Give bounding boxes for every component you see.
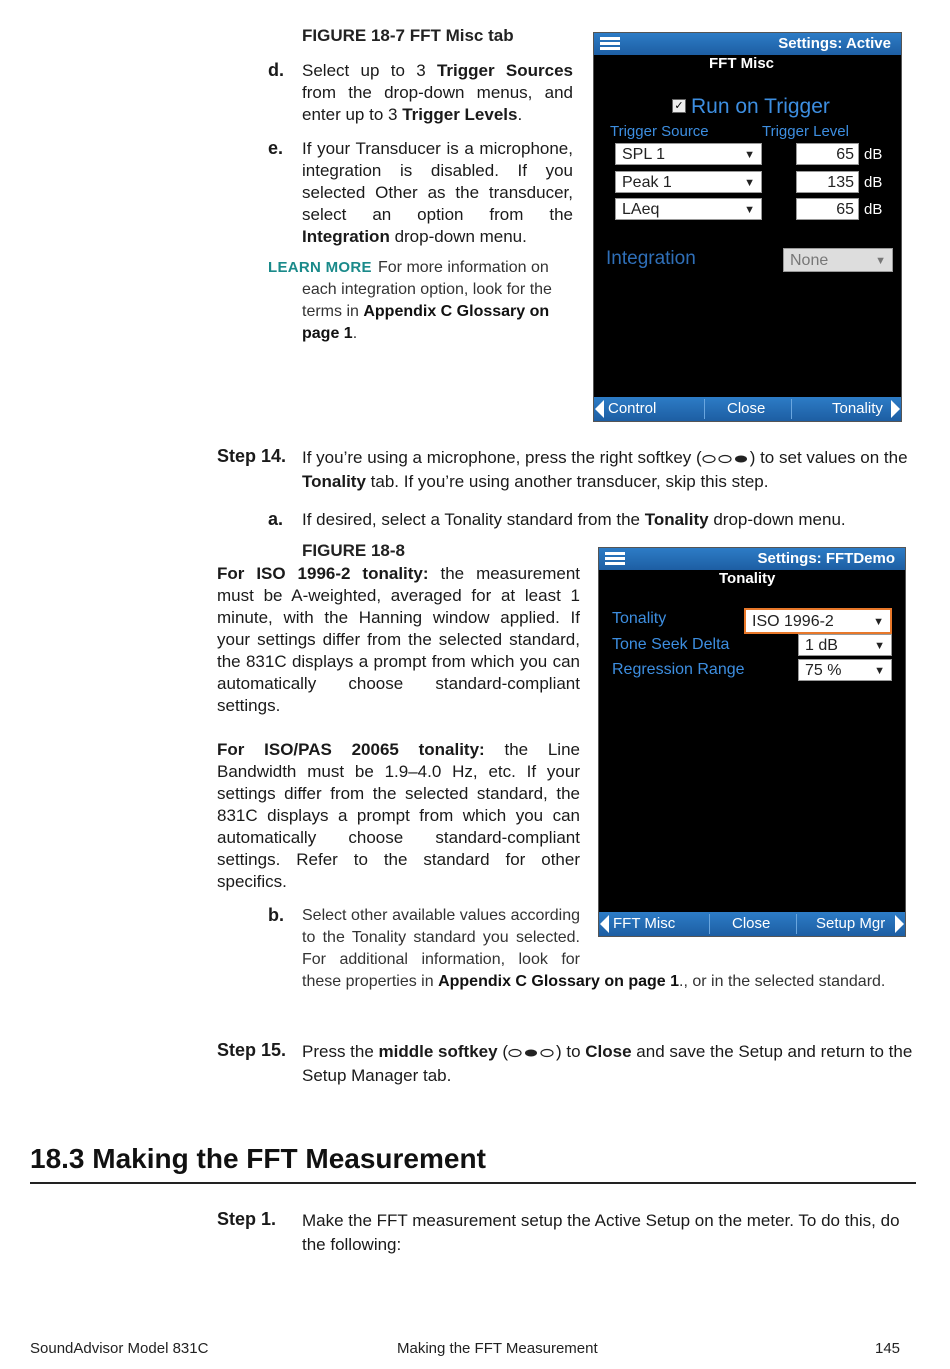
softkey-middle[interactable]: Close (727, 400, 766, 417)
chevron-down-icon: ▼ (874, 640, 885, 652)
integration-label: Integration (606, 248, 696, 269)
softkey-left[interactable]: Control (608, 400, 657, 417)
chevron-down-icon: ▼ (744, 177, 755, 189)
list-letter: a. (268, 509, 284, 529)
learn-more-label: LEARN MORE (268, 259, 372, 276)
integration-dropdown[interactable]: None ▼ (783, 248, 893, 272)
page-number: 145 (875, 1340, 901, 1357)
list-letter: b. (268, 905, 284, 925)
menu-icon[interactable] (600, 37, 620, 51)
unit-label: dB (864, 174, 883, 191)
checkbox-icon[interactable]: ✓ (672, 99, 686, 113)
run-on-trigger-label[interactable]: Run on Trigger (691, 95, 830, 118)
settings-title: Settings: FFTDemo (757, 550, 895, 567)
menu-icon[interactable] (605, 552, 625, 566)
footer-chapter: Making the FFT Measurement (397, 1340, 598, 1357)
softkey-right[interactable]: Tonality (832, 400, 883, 417)
tab-title: Tonality (719, 570, 776, 587)
item-e-text: If your Transducer is a microphone, integration is disabled. If you selected Other as the transducer, select an option from the Integration drop-down menu. (302, 139, 573, 246)
regression-range-label: Regression Range (612, 661, 745, 678)
step-14b-paragraph: Select other available values according to the Tonality standard you selected. For additional information, look for these properties in Appendix C Glossary on page 1., or in the selected standard. (302, 907, 886, 990)
tone-seek-delta-dropdown[interactable]: 1 dB ▼ (798, 634, 892, 656)
unit-label: dB (864, 201, 883, 218)
step-15-text: Press the middle softkey ( ) to Close and save the Setup and return to the Setup Manager tab. (302, 1042, 913, 1085)
iso-1996-paragraph: For ISO 1996-2 tonality: the measurement must be A-weighted, averaged for at least 1 minute, with the Hanning window applied. If your settings differ from the selected standard, the 831C displays a prompt from which you can automatically choose standard-compliant settings. (217, 564, 580, 715)
trigger-source-dropdown[interactable]: SPL 1 ▼ (615, 143, 762, 165)
screen-header (599, 548, 905, 570)
trigger-source-dropdown[interactable]: Peak 1 ▼ (615, 171, 762, 193)
list-letter: e. (268, 138, 284, 158)
arrow-right-icon (891, 400, 900, 418)
tonality-dropdown[interactable]: ISO 1996-2 ▼ (744, 608, 892, 634)
step-label: Step 14. (217, 446, 287, 466)
iso-pas-paragraph: For ISO/PAS 20065 tonality: the Line Bandwidth must be 1.9–4.0 Hz, etc. If your settings differ from the selected standard, the 831C displays a prompt from which you can automatically choose standard-compliant settings. Refer to the standard for other specifics. (217, 740, 580, 891)
middle-softkey-icon (508, 1047, 556, 1059)
softkey-bar (594, 397, 901, 421)
section-rule (30, 1182, 916, 1184)
chevron-down-icon: ▼ (875, 255, 886, 267)
chevron-down-icon: ▼ (744, 204, 755, 216)
item-d-text: Select up to 3 Trigger Sources from the drop-down menus, and enter up to 3 Trigger Levels. (302, 61, 573, 124)
chevron-down-icon: ▼ (873, 616, 884, 628)
softkey-left[interactable]: FFT Misc (613, 915, 676, 932)
tonality-label: Tonality (612, 610, 667, 627)
arrow-left-icon (595, 400, 604, 418)
step-14-text: If you’re using a microphone, press the right softkey ( ) to set values on the Tonality tab. If you’re using another transducer, skip this step. (302, 448, 908, 491)
regression-range-dropdown[interactable]: 75 % ▼ (798, 659, 892, 681)
trigger-level-input[interactable]: 135 (796, 171, 859, 193)
screen-header (594, 33, 901, 55)
unit-label: dB (864, 146, 883, 163)
step-14a-text: If desired, select a Tonality standard from the Tonality drop-down menu. (302, 510, 846, 529)
chevron-down-icon: ▼ (744, 149, 755, 161)
fft-misc-screen (593, 32, 902, 422)
chevron-down-icon: ▼ (874, 665, 885, 677)
learn-more-text: For more information on each integration option, look for the terms in Appendix C Glossary on page 1. (302, 259, 552, 342)
trigger-source-dropdown[interactable]: LAeq ▼ (615, 198, 762, 220)
section-heading: 18.3 Making the FFT Measurement (30, 1143, 486, 1174)
step-label: Step 15. (217, 1040, 287, 1060)
trigger-level-input[interactable]: 65 (796, 143, 859, 165)
settings-title: Settings: Active (778, 35, 891, 52)
softkey-right[interactable]: Setup Mgr (816, 915, 886, 932)
figure-caption: FIGURE 18-7 FFT Misc tab (302, 26, 514, 45)
tone-seek-delta-label: Tone Seek Delta (612, 636, 730, 653)
list-letter: d. (268, 60, 284, 80)
trigger-level-label: Trigger Level (762, 123, 849, 140)
trigger-source-label: Trigger Source (610, 123, 709, 140)
trigger-level-input[interactable]: 65 (796, 198, 859, 220)
softkey-middle[interactable]: Close (732, 915, 771, 932)
right-softkey-icon (702, 453, 750, 465)
step-label: Step 1. (217, 1209, 277, 1229)
figure-caption: FIGURE 18-8 (302, 541, 405, 560)
tonality-screen (598, 547, 906, 937)
footer-product: SoundAdvisor Model 831C (30, 1340, 209, 1357)
tab-title: FFT Misc (709, 55, 775, 72)
step-1-text: Make the FFT measurement setup the Active Setup on the meter. To do this, do the following: (302, 1211, 900, 1254)
